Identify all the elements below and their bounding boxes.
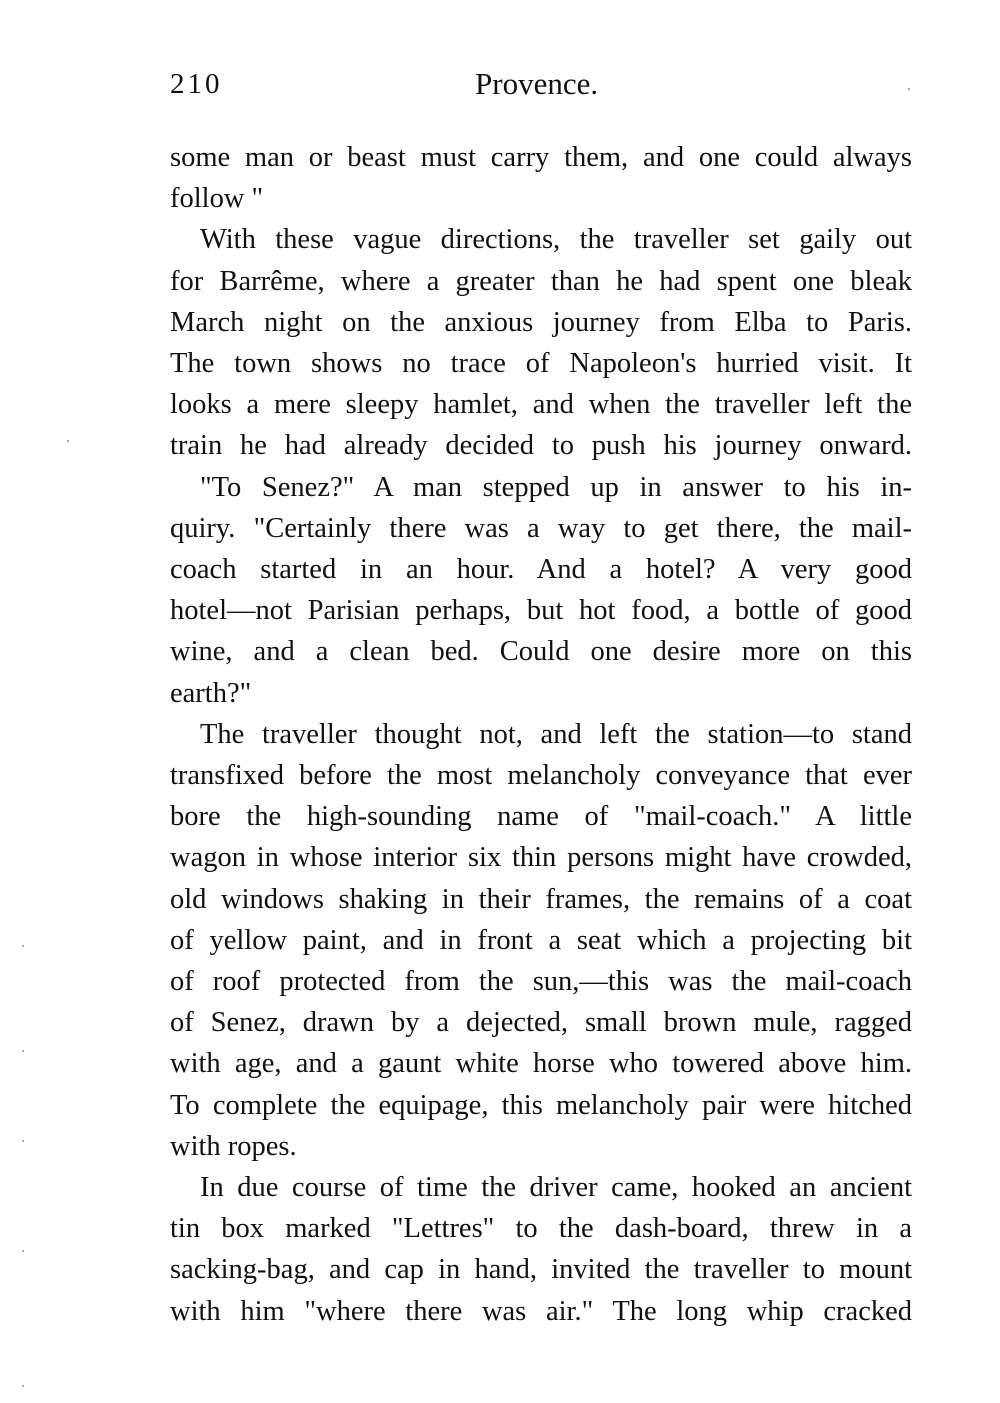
text-line: some man or beast must carry them, and one could always [170, 142, 912, 173]
text-line: sacking-bag, and cap in hand, invited the traveller to mount [170, 1254, 912, 1286]
page-header [170, 62, 912, 106]
text-line: The traveller thought not, and left the station—to stand [200, 718, 912, 750]
text-line: with age, and a gaunt white horse who towered above him. [170, 1048, 912, 1080]
scan-speck [67, 440, 69, 442]
text-line: The town shows no trace of Napoleon's hurried visit. It [170, 348, 912, 380]
text-line: March night on the anxious journey from Elba to Paris. [170, 306, 912, 338]
text-line: looks a mere sleepy hamlet, and when the traveller left the [170, 389, 912, 421]
paragraph-5 [170, 1167, 912, 1332]
scan-speck [22, 1385, 24, 1387]
scan-speck [22, 1250, 24, 1252]
scan-speck [22, 945, 24, 947]
text-line: for Barrême, where a greater than he had spent one bleak [170, 265, 912, 297]
text-line: follow " [170, 183, 264, 215]
text-line: with ropes. [170, 1130, 297, 1162]
text-line: In due course of time the driver came, hooked an ancient [200, 1172, 912, 1204]
text-line: old windows shaking in their frames, the remains of a coat [170, 883, 912, 915]
page-number: 210 [170, 68, 223, 100]
text-line: With these vague directions, the traveller set gaily out [200, 224, 912, 256]
paragraph-1 [170, 137, 912, 219]
text-line: "To Senez?" A man stepped up in answer to his in- [200, 471, 912, 503]
paragraph-3 [170, 467, 912, 714]
text-line: train he had already decided to push his journey onward. [170, 430, 912, 462]
text-line: of yellow paint, and in front a seat which a projecting bit [170, 924, 912, 956]
text-line: of Senez, drawn by a dejected, small brown mule, ragged [170, 1007, 912, 1039]
text-line: hotel—not Parisian perhaps, but hot food, a bottle of good [170, 595, 912, 627]
text-line: of roof protected from the sun,—this was the mail-coach [170, 966, 912, 998]
text-line: To complete the equipage, this melancholy pair were hitched [170, 1089, 912, 1121]
text-line: earth?" [170, 677, 252, 709]
text-line: transfixed before the most melancholy conveyance that ever [170, 760, 912, 792]
text-line: quiry. "Certainly there was a way to get there, the mail- [170, 512, 912, 544]
text-line: tin box marked "Lettres" to the dash-board, threw in a [170, 1213, 912, 1245]
text-line: wagon in whose interior six thin persons might have crowded, [170, 842, 912, 874]
paragraph-4 [170, 714, 912, 1167]
text-line: coach started in an hour. And a hotel? A very good [170, 554, 912, 586]
text-line: bore the high-sounding name of "mail-coach." A little [170, 801, 912, 833]
scan-speck [22, 1140, 24, 1142]
scan-speck [908, 88, 910, 90]
scan-speck [22, 1050, 24, 1052]
running-title: Provence. [475, 66, 599, 101]
body-text [170, 137, 912, 1332]
text-line: with him "where there was air." The long whip cracked [170, 1295, 912, 1327]
text-line: wine, and a clean bed. Could one desire more on this [170, 636, 912, 668]
paragraph-2 [170, 219, 912, 466]
